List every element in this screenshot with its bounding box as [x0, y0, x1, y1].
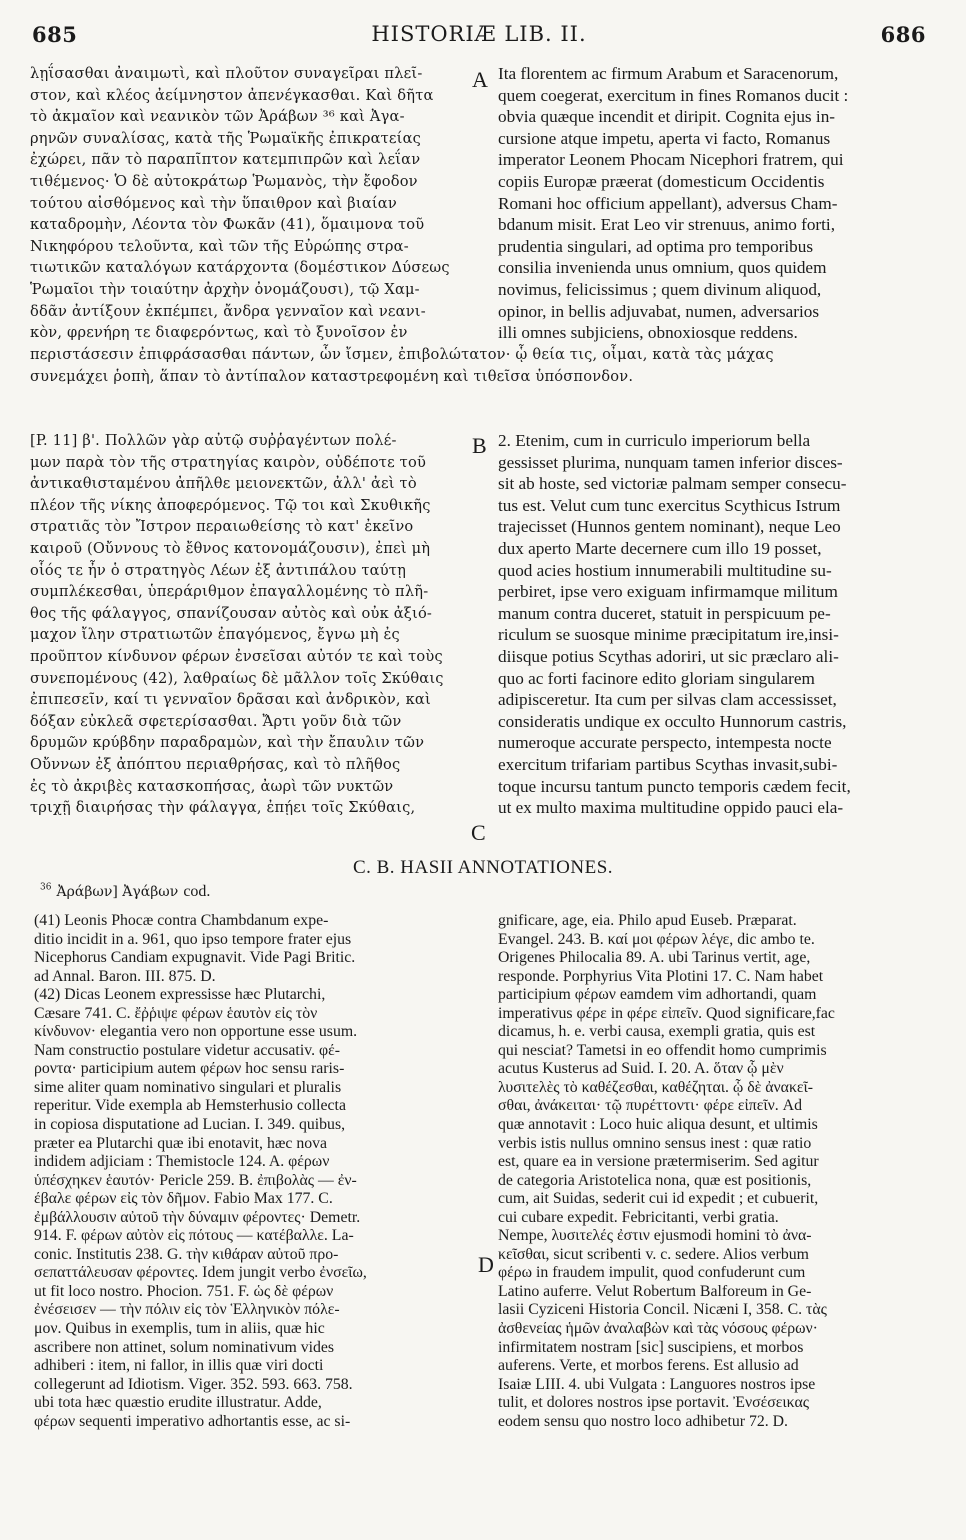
greek-text-top — [30, 63, 470, 344]
text-line: Οὔννων ἐξ ἀπόπτου περιαθρήσας, καὶ τὸ πλῆθος — [30, 755, 401, 773]
annotations-left-column — [34, 912, 474, 1431]
text-line: ut fit loco nostro. Phocion. 751. F. ὡς δὲ φέρων — [34, 1282, 334, 1300]
text-line: tus est. Velut cum tunc exercitus Scythicus Istrum — [498, 495, 841, 515]
text-line: conic. Institutis 238. G. τὴν κιθάραν αὐτοῦ προ- — [34, 1245, 339, 1263]
text-line: numeroque accurate perspecto, intempesta nocte — [498, 733, 832, 753]
text-line: προῦπτον κίνδυνον φέρων ἐνσεῖσαι αὐτόν τε καὶ τοὺς — [30, 647, 443, 665]
text-line: μων παρὰ τὸν τῆς στρατηγίας καιρὸν, οὐδέποτε τοῦ — [30, 453, 427, 471]
text-line: θος τῆς φάλαγγος, σπανίζουσαν αὐτὸς καὶ οὐκ ἀξιό- — [30, 604, 433, 622]
text-line: in copiosa disputatione ad Lucian. I. 349. quibus, — [34, 1116, 346, 1134]
text-line: ἐνέσεισεν — τὴν πόλιν εἰς τὸν Ἑλληνικὸν πόλε- — [34, 1301, 340, 1319]
text-line: Ita florentem ac firmum Arabum et Saracenorum, — [498, 64, 839, 83]
text-line: dux aperto Marte decernere cum illo 19 posset, — [498, 538, 822, 558]
text-line: μαχον ἴλην στρατιωτῶν ἐπαγόμενος, ἔγνω μὴ ἐς — [30, 626, 400, 644]
text-line: δόξαν εὐκλεᾶ σφετερίσασθαι. Ἄρτι γοῦν διὰ τῶν — [30, 712, 402, 730]
text-line: reperitur. Vide exempla ab Hemsterhusio collecta — [34, 1097, 346, 1115]
text-line: trajecisset (Hunnos gentem nominant), neque Leo — [498, 517, 841, 537]
text-line: bdanum misit. Erat Leo vir strenuus, animo forti, — [498, 215, 836, 235]
section-letter-a: A — [472, 67, 488, 92]
text-line: μον. Quibus in exemplis, tum in aliis, quæ hic — [34, 1320, 325, 1338]
text-line: indidem adjiciam : Themistocle 124. A. φέρων — [34, 1153, 330, 1171]
text-line: ἐπιπεσεῖν, καί τι γενναῖον δρᾶσαι καὶ ἀνδρικὸν, καὶ — [30, 691, 431, 709]
text-line: λῃΐσασθαι ἀναιμωτὶ, καὶ πλοῦτον συναγεῖραι πλεῖ- — [30, 65, 423, 82]
text-line: ἀσθενείας ἡμῶν ἀναλαβὼν καὶ τὰς νόσους φέρων· — [498, 1320, 818, 1338]
text-line: quod acies hostium innumerabili multitudine su- — [498, 560, 832, 580]
text-line: στρατιᾶς τὸν Ἴστρον περαιωθείσης τὸ κατ' ἐκεῖνο — [30, 518, 414, 536]
text-line: eodem sensu quo nostro loco adhibetur 72. D. — [498, 1412, 788, 1430]
critical-note-latin: cod. — [183, 883, 211, 900]
text-line: illi omnes subjiciens, obnoxiosque reddens. — [498, 323, 798, 343]
page-number-right: 686 — [880, 22, 926, 47]
text-line: τιθέμενος· Ὁ δὲ αὐτοκράτωρ Ῥωμανὸς, τὴν ἔφοδον — [30, 172, 418, 190]
text-line: έβαλε φέρων εἰς τὸν δῆμον. Fabio Max 177. C. — [34, 1190, 333, 1208]
section-letter-b: B — [472, 433, 487, 458]
text-line: Evangel. 243. B. καί μοι φέρων λέγε, dic ambo te. — [498, 930, 815, 948]
text-line: sime aliter quam nominativo singulari et pluralis — [34, 1078, 342, 1096]
critical-apparatus-note — [40, 881, 210, 901]
text-line: συμπλέκεσθαι, ὑπεράριθμον ἐπαγαλλομένης τὸ πλῆ- — [30, 583, 429, 601]
text-line: dicamus, h. e. verbi causa, exempli gratia, quis est — [498, 1023, 816, 1041]
text-line: infirmitatem nostram [sic] suscipiens, et morbos — [498, 1338, 804, 1356]
text-line: Ῥωμαῖοι τὴν τοιαύτην ἀρχὴν ὀνομάζουσι), τῷ Χαμ- — [30, 280, 420, 298]
text-line: præter ea Plutarchi quæ ibi enotavit, hæc nova — [34, 1134, 328, 1152]
text-line: ubi tota hæc quæstio erudite illustratur. Adde, — [34, 1394, 322, 1412]
text-line: κίνδυνον· elegantia vero non opportune esse usum. — [34, 1023, 358, 1041]
text-line: cursione atque impetu, aperta vi facto, Romanus — [498, 128, 831, 148]
text-line: τιωτικῶν καταλόγων κατάρχοντα (δομέστικον Δύσεως — [30, 259, 450, 277]
text-line: riculum se suosque minime præcipitatum ire,insi- — [498, 625, 839, 645]
text-line: ἐχώρει, πᾶν τὸ παραπῖπτον κατεμπιπρῶν καὶ λεΐαν — [30, 151, 421, 169]
text-line: auferens. Verte, et morbos ferens. Est allusio ad — [498, 1357, 799, 1375]
text-line: (42) Dicas Leonem expressisse hæc Plutarchi, — [34, 986, 326, 1004]
text-line: φέρων sequenti imperativo adhortantis esse, ac si- — [34, 1412, 351, 1430]
text-line: tulit, et dolores nostros ipse portavit. Ἐνσέσεικας — [498, 1394, 810, 1412]
text-line: est, quare ea in versione prætermiserim. Sed agitur — [498, 1153, 819, 1171]
text-line: τριχῇ διαιρήσας τὴν φάλαγγα, ἐπῄει τοῖς Σκύθαις, — [30, 799, 416, 817]
latin-text-section-2 — [498, 430, 938, 819]
text-line: ut ex multo maxima multitudine oppido pauci ela- — [498, 798, 844, 818]
text-line: novimus, felicissimus ; quem divinum aliquod, — [498, 279, 822, 299]
text-line: verbis istis nullus omnino sensus inest : quæ ratio — [498, 1134, 812, 1152]
text-line: τὸ ἀκμαῖον καὶ νεανικὸν τῶν Ἀράβων ³⁶ καὶ Ἀγα- — [30, 108, 405, 126]
text-line: exercitum trifariam partibus Scythas invasit,subi- — [498, 754, 838, 774]
text-line: consideratis undique ex occulto Hunnorum castris, — [498, 711, 847, 731]
text-line: acutus Kusterus ad Suid. I. 20. A. ὅταν ᾧ μὲν — [498, 1060, 784, 1078]
greek-text-section-2 — [30, 430, 492, 819]
text-line: gessisset plurima, nunquam tamen inferior disces- — [498, 452, 843, 472]
text-line: στον, καὶ κλέος ἀείμνηστον ἀπενέγκασθαι. Καὶ δῆτα — [30, 86, 434, 104]
text-line: participium φέρων eamdem vim adhortandi, quam — [498, 986, 817, 1004]
text-line: κεῖσθαι, sicut scribenti v. c. sedere. Alios verbum — [498, 1245, 809, 1263]
text-line: περιστάσεσιν ἐπιφράσασθαι πάντων, ὧν ἴσμεν, ἐπιβολώτατον· ᾧ θεία τις, οἶμαι, κατὰ τὰς μάχας — [30, 346, 774, 363]
text-line: quem coegerat, exercitum in fines Romanos ducit : — [498, 85, 849, 105]
text-line: ἐμβάλλουσιν αὐτοῦ τὴν δύναμιν φέροντες· Demetr. — [34, 1208, 361, 1226]
text-line: Cæsare 741. C. ἔῤῥιψε φέρων ἑαυτὸν εἰς τὸν — [34, 1004, 318, 1022]
text-line: diisque potius Scythas adoriri, ut sic præclaro ali- — [498, 646, 839, 666]
critical-note-greek: Ἀράβων] Ἀγάβων — [56, 884, 179, 900]
text-line: 914. F. φέρων αὐτὸν εἰς πότους — κατέβαλλε. La- — [34, 1227, 354, 1245]
text-line: ἐς τὸ ἀκριβὲς κατασκοπήσας, ἀωρὶ τῶν νυκτῶν — [30, 777, 394, 795]
critical-note-number: 36 — [40, 882, 52, 893]
page-number-left: 685 — [32, 22, 78, 47]
text-line: sit ab hoste, sed victoriæ palmam semper consecu- — [498, 474, 847, 494]
text-line: manum contra duceret, statuit in perspicuum pe- — [498, 603, 831, 623]
text-line: qui nesciat? Tametsi in eo offendit homo cumprimis — [498, 1041, 827, 1059]
text-line: consilia invenienda unus omnium, quos quidem — [498, 258, 827, 278]
text-line: ad Annal. Baron. III. 875. D. — [34, 967, 216, 985]
text-line: σθαι, ἀνάκειται· τῷ πυρέττοντι· φέρε εἰπεῖν. Ad — [498, 1097, 802, 1115]
text-line: ὑπέσχηκεν ἑαυτόν· Pericle 259. B. ἐπιβολὰς — ἐν- — [34, 1171, 357, 1189]
text-line: ροντα· participium autem φέρων hoc sensu raris- — [34, 1060, 345, 1078]
text-line: πλέον τῆς νίκης ἀποφερόμενος. Τῷ τοι καὶ Σκυθικῆς — [30, 496, 431, 514]
text-line: σεπαττάλευσαν φέροντες. Idem jungit verbo ἐνσεῖω, — [34, 1264, 367, 1282]
text-line: quæ annotavit : Loco huic aliqua desunt, et ultimis — [498, 1116, 818, 1134]
text-line: Origenes Philocalia 89. A. ubi Tarinus vertit, age, — [498, 949, 811, 967]
section-letter-d: D — [478, 1252, 494, 1277]
text-line: responde. Porphyrius Vita Plotini 17. C. Nam habet — [498, 967, 824, 985]
text-line: quo ac forti facinore edito gloriam singularem — [498, 668, 815, 688]
text-line: imperator Leonem Phocam Nicephori fratrem, qui — [498, 150, 844, 170]
text-line: Nam constructio postulare videtur accusativ. φέ- — [34, 1041, 340, 1059]
text-line: de categoria Aristotelica nona, quæ est positionis, — [498, 1171, 812, 1189]
text-line: Romani hoc officium appellant), adversus Cham- — [498, 193, 838, 213]
text-line: δδᾶν ἀντίξουν ἐκπέμπει, ἄνδρα γενναῖον καὶ νεανι- — [30, 302, 426, 320]
latin-text-top — [498, 63, 938, 344]
text-line: obvia quæque incendit et diripit. Cognita ejus in- — [498, 107, 836, 127]
text-line: κὸν, φρενήρη τε διαφερόντως, καὶ τὸ ξυνοῖσον ἐν — [30, 324, 408, 342]
text-line: Latino auferre. Velut Robertum Balforeum in Ge- — [498, 1282, 812, 1300]
text-line: ἀντικαθισταμένου ἀπῆλθε μειονεκτῶν, ἀλλ' ἀεὶ τὸ — [30, 475, 417, 493]
section-letter-c: C — [471, 820, 486, 845]
text-line: lasii Cyziceni Historia Concil. Nicæni I, 358. C. τὰς — [498, 1301, 827, 1319]
text-line: (41) Leonis Phocæ contra Chambdanum expe- — [34, 912, 329, 929]
text-line: Νικηφόρου τελοῦντα, καὶ τῶν τῆς Εὐρώπης στρα- — [30, 237, 409, 255]
text-line: φέρω in fraudem impulit, quod confuderunt cum — [498, 1264, 806, 1282]
annotations-heading: C. B. HASII ANNOTATIONES. — [352, 857, 614, 878]
text-line: Nempe, λυσιτελές ἐστιν ejusmodi homini τὸ ἀνα- — [498, 1227, 812, 1245]
text-line: collegerunt ad Idiotism. Viger. 352. 593. 663. 758. — [34, 1375, 353, 1393]
text-line: copiis Europæ præerat (domesticum Occidentis — [498, 171, 825, 191]
page-header — [32, 22, 926, 52]
text-line: gnificare, age, eia. Philo apud Euseb. Præparat. — [498, 912, 797, 929]
greek-text-spanning — [30, 344, 940, 387]
text-line: τούτου αἰσθόμενος καὶ τὴν ὕπαιθρον καὶ βιαίαν — [30, 194, 397, 212]
text-line: καταδρομὴν, Λέοντα τὸν Φωκᾶν (41), ὅμαιμονα τοῦ — [30, 216, 425, 234]
text-line: ditio incidit in a. 961, quo ipso tempore frater ejus — [34, 930, 352, 948]
text-line: imperativus φέρε in φέρε εἰπεῖν. Quod significare,fac — [498, 1004, 835, 1022]
text-line: toque incursu tantum puncto temporis cædem fecit, — [498, 776, 851, 796]
text-line: οἷός τε ἦν ὁ στρατηγὸς Λέων ἐξ ἀντιπάλου ταύτῃ — [30, 561, 407, 579]
text-line: cui cubare expedit. Febricitanti, verbi gratia. — [498, 1208, 779, 1226]
text-line: ρηνῶν συναλίσας, κατὰ τῆς Ῥωμαϊκῆς ἐπικρατείας — [30, 129, 422, 147]
text-line: ascribere non attinet, solum nominativum vides — [34, 1338, 335, 1356]
text-line: καιροῦ (Οὔννους τὸ ἔθνος κατονομάζουσιν), ἐπεὶ μὴ — [30, 539, 431, 557]
running-title: HISTORIÆ LIB. II. — [371, 22, 587, 46]
annotations-right-column — [498, 912, 938, 1431]
text-line: Isaiæ LIII. 4. ubi Vulgata : Languores nostros ipse — [498, 1375, 816, 1393]
text-line: opinor, in bellis adjuvabat, numen, adversarios — [498, 301, 820, 321]
text-line: [P. 11] β'. Πολλῶν γὰρ αὐτῷ συῤῥαγέντων πολέ- — [30, 432, 397, 449]
text-line: 2. Etenim, cum in curriculo imperiorum bella — [498, 431, 811, 450]
text-line: Nicephorus Candiam expugnavit. Vide Pagi Britic. — [34, 949, 356, 967]
text-line: prudentia singulari, ad optima pro temporibus — [498, 236, 814, 256]
text-line: adipisceretur. Ita cum per silvas clam accessisset, — [498, 690, 837, 710]
text-line: συνεπομένους (42), λαθραίως δὲ μᾶλλον τοῖς Σκύθαις — [30, 669, 444, 687]
text-line: cum, ait Suidas, sederit cui id expedit ; et cubuerit, — [498, 1190, 819, 1208]
text-line: συνεμάχει ῥοπὴ, ἅπαν τὸ ἀντίπαλον καταστρεφομένη καὶ τιθεῖσα ὑπόσπονδον. — [30, 367, 634, 385]
text-line: λυσιτελὲς τὸ καθέζεσθαι, καθέζηται. ᾧ δὲ ἀνακεῖ- — [498, 1078, 814, 1096]
text-line: adhiberi : item, ni fallor, in illis quæ viri docti — [34, 1357, 324, 1375]
text-line: δρυμῶν κρύβδην παραδραμὼν, καὶ τὴν ἔπαυλιν τῶν — [30, 734, 425, 752]
text-line: perbiret, ipse vero exiguam infirmamque militum — [498, 582, 838, 602]
